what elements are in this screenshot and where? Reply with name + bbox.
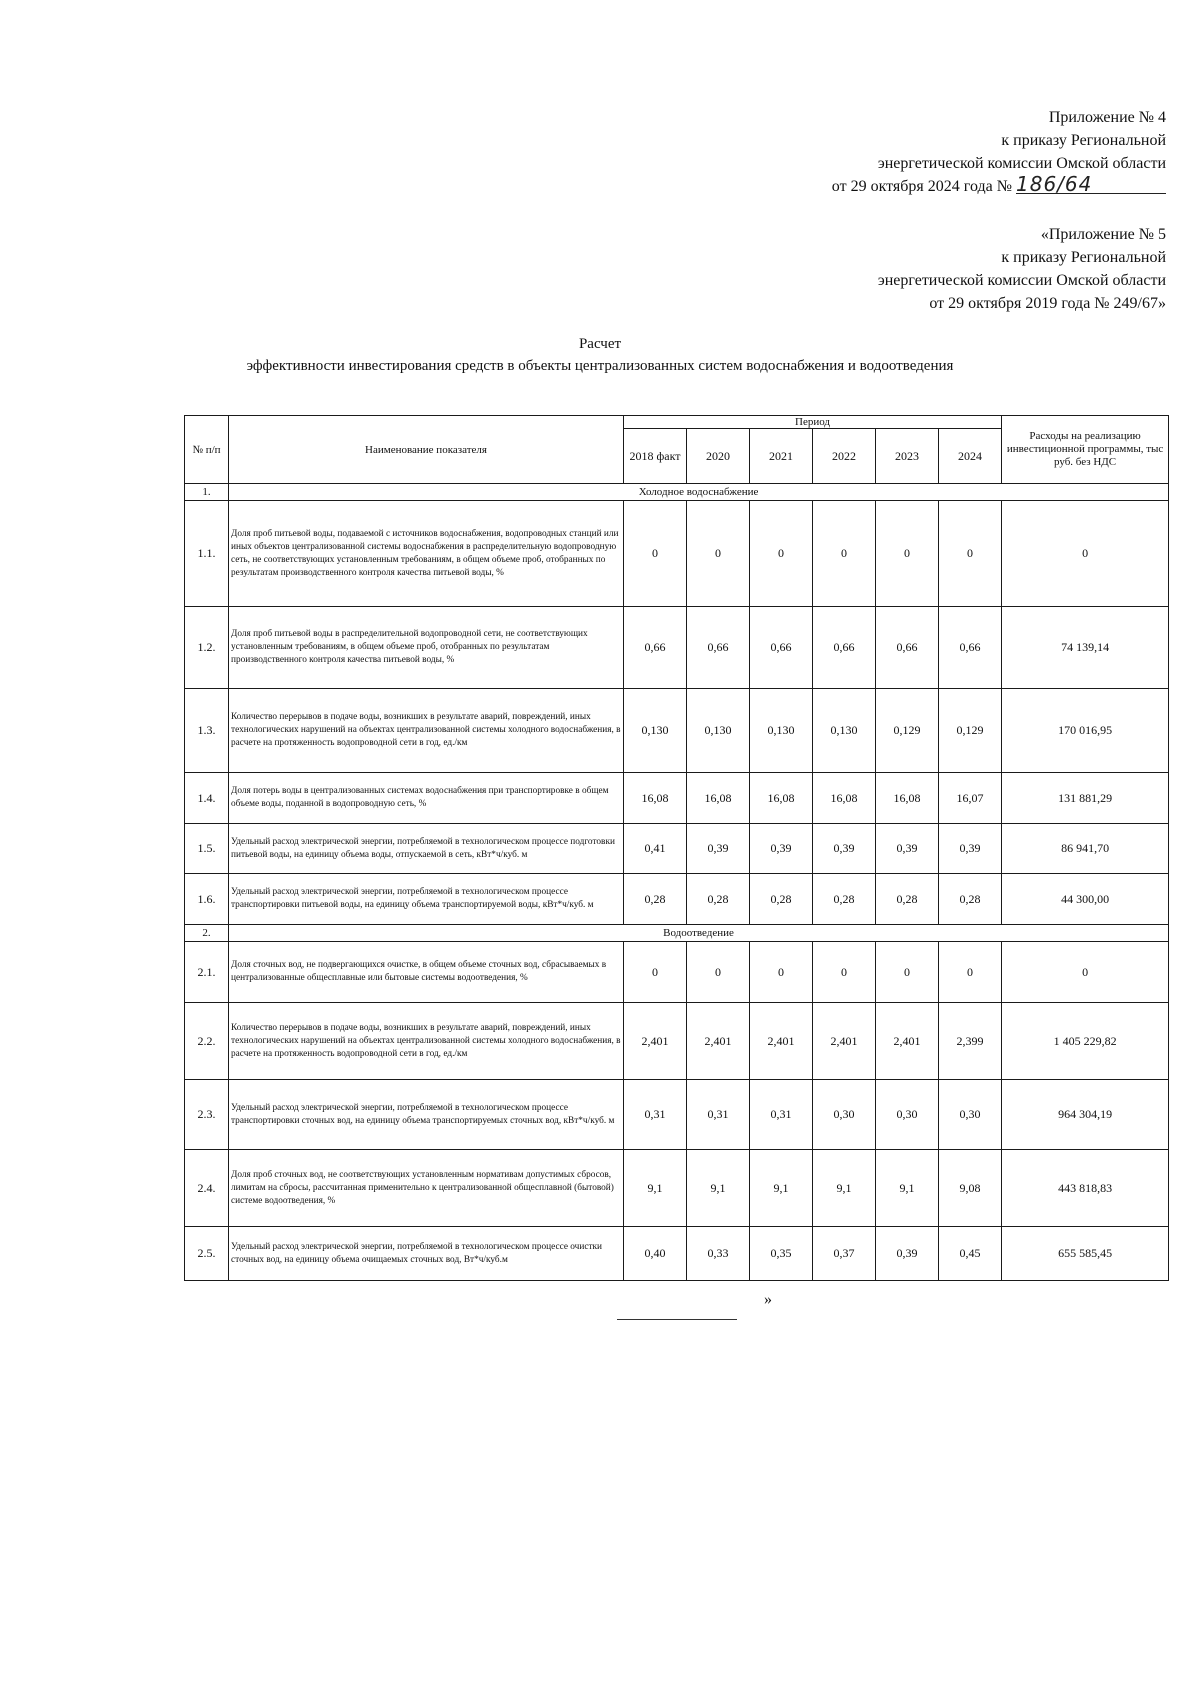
original-order-ref: к приказу Региональной <box>1001 249 1166 266</box>
year-value: 9,1 <box>687 1150 750 1227</box>
year-value: 0,28 <box>876 874 939 925</box>
year-value: 0,31 <box>750 1080 813 1150</box>
year-value: 0,45 <box>939 1227 1002 1281</box>
year-value: 0,66 <box>687 607 750 689</box>
year-value: 0,28 <box>813 874 876 925</box>
expenses-value: 86 941,70 <box>1002 824 1169 874</box>
original-appendix-title: «Приложение № 5 <box>1040 226 1166 243</box>
indicator-name: Удельный расход электрической энергии, потребляемой в технологическом процессе транспортировки сточных вод, на единицу объема транспортируемых сточных вод, кВт*ч/куб. м <box>229 1080 624 1150</box>
title-line-2: эффективности инвестирования средств в объекты централизованных систем водоснабжения и водоотведения <box>246 358 954 374</box>
indicator-name: Доля потерь воды в централизованных системах водоснабжения при транспортировке в общем объеме воды, поданной в водопроводную сеть, % <box>229 773 624 824</box>
year-value: 0,30 <box>939 1080 1002 1150</box>
header-year: 2022 <box>813 429 876 484</box>
year-value: 0,39 <box>687 824 750 874</box>
year-value: 0,66 <box>624 607 687 689</box>
row-num: 2.5. <box>185 1227 229 1281</box>
indicator-name: Удельный расход электрической энергии, потребляемой в технологическом процессе подготовки питьевой воды, на единицу объема воды, отпускаемой в сеть, кВт*ч/куб. м <box>229 824 624 874</box>
indicator-name: Удельный расход электрической энергии, потребляемой в технологическом процессе очистки сточных вод, на единицу объема очищаемых сточных вод, Вт*ч/куб.м <box>229 1227 624 1281</box>
row-num: 2.1. <box>185 942 229 1003</box>
section-title: Водоотведение <box>229 925 1169 942</box>
year-value: 0,28 <box>624 874 687 925</box>
year-value: 0,30 <box>813 1080 876 1150</box>
table-row <box>185 501 1169 607</box>
year-value: 0,28 <box>687 874 750 925</box>
year-value: 0 <box>939 942 1002 1003</box>
year-value: 2,401 <box>750 1003 813 1080</box>
year-value: 0,40 <box>624 1227 687 1281</box>
expenses-value: 655 585,45 <box>1002 1227 1169 1281</box>
year-value: 16,08 <box>687 773 750 824</box>
expenses-value: 170 016,95 <box>1002 689 1169 773</box>
indicator-name: Доля проб питьевой воды в распределительной водопроводной сети, не соответствующих установленным требованиям, в общем объеме проб, отобранных по результатам производственного контроля качества питьевой воды, % <box>229 607 624 689</box>
indicator-name: Количество перерывов в подаче воды, возникших в результате аварий, повреждений, иных технологических нарушений на объектах централизованной системы холодного водоснабжения, в расчете на протяженность водопроводной сети в год, ед./км <box>229 1003 624 1080</box>
year-value: 0 <box>813 501 876 607</box>
year-value: 0,41 <box>624 824 687 874</box>
original-commission: энергетической комиссии Омской области <box>877 272 1166 289</box>
year-value: 0,129 <box>939 689 1002 773</box>
year-value: 0,37 <box>813 1227 876 1281</box>
original-date: от 29 октября 2019 года № 249/67» <box>929 295 1166 312</box>
row-num: 2.4. <box>185 1150 229 1227</box>
year-value: 0,31 <box>624 1080 687 1150</box>
year-value: 0,66 <box>813 607 876 689</box>
header-num: № п/п <box>185 416 229 484</box>
table-row <box>185 874 1169 925</box>
header-year: 2020 <box>687 429 750 484</box>
year-value: 0,130 <box>624 689 687 773</box>
year-value: 0,39 <box>876 1227 939 1281</box>
header-expenses: Расходы на реализацию инвестиционной программы, тыс руб. без НДС <box>1002 416 1169 484</box>
year-value: 0,66 <box>750 607 813 689</box>
year-value: 0,39 <box>876 824 939 874</box>
table-row <box>185 689 1169 773</box>
expenses-value: 74 139,14 <box>1002 607 1169 689</box>
section-num: 2. <box>185 925 229 942</box>
indicator-name: Доля сточных вод, не подвергающихся очистке, в общем объеме сточных вод, сбрасываемых в централизованные общесплавные или бытовые системы водоотведения, % <box>229 942 624 1003</box>
year-value: 0,28 <box>750 874 813 925</box>
year-value: 9,1 <box>876 1150 939 1227</box>
year-value: 0 <box>939 501 1002 607</box>
section-row <box>185 925 1169 942</box>
closing-quote: » <box>764 1291 772 1308</box>
year-value: 0 <box>876 501 939 607</box>
header-year: 2018 факт <box>624 429 687 484</box>
year-value: 2,401 <box>876 1003 939 1080</box>
header-year: 2024 <box>939 429 1002 484</box>
table-row <box>185 1080 1169 1150</box>
section-num: 1. <box>185 484 229 501</box>
year-value: 16,08 <box>813 773 876 824</box>
efficiency-table <box>184 415 1169 1281</box>
table-row <box>185 607 1169 689</box>
year-value: 0,130 <box>813 689 876 773</box>
year-value: 0 <box>624 501 687 607</box>
header-year: 2023 <box>876 429 939 484</box>
table-row <box>185 1227 1169 1281</box>
year-value: 0,129 <box>876 689 939 773</box>
year-value: 16,08 <box>750 773 813 824</box>
row-num: 1.6. <box>185 874 229 925</box>
row-num: 2.2. <box>185 1003 229 1080</box>
year-value: 0,39 <box>813 824 876 874</box>
header-period: Период <box>624 416 1002 429</box>
year-value: 9,1 <box>750 1150 813 1227</box>
table-row <box>185 1150 1169 1227</box>
year-value: 0,31 <box>687 1080 750 1150</box>
row-num: 1.4. <box>185 773 229 824</box>
year-value: 9,08 <box>939 1150 1002 1227</box>
year-value: 16,07 <box>939 773 1002 824</box>
header-year: 2021 <box>750 429 813 484</box>
appendix-title: Приложение № 4 <box>1048 109 1166 126</box>
year-value: 2,401 <box>687 1003 750 1080</box>
expenses-value: 0 <box>1002 501 1169 607</box>
row-num: 1.2. <box>185 607 229 689</box>
year-value: 0,33 <box>687 1227 750 1281</box>
expenses-value: 131 881,29 <box>1002 773 1169 824</box>
table-row <box>185 773 1169 824</box>
title-line-1: Расчет <box>578 336 622 352</box>
year-value: 0 <box>813 942 876 1003</box>
year-value: 0 <box>687 942 750 1003</box>
expenses-value: 1 405 229,82 <box>1002 1003 1169 1080</box>
order-number-handwritten: 186/64 <box>1016 175 1166 194</box>
year-value: 0,39 <box>939 824 1002 874</box>
expenses-value: 964 304,19 <box>1002 1080 1169 1150</box>
indicator-name: Доля проб сточных вод, не соответствующих установленным нормативам допустимых сбросов, лимитам на сбросы, рассчитанная применительно к централизованной общесплавной (бытовой) системе водоотведения, % <box>229 1150 624 1227</box>
table-body <box>185 484 1169 1281</box>
table-row <box>185 942 1169 1003</box>
year-value: 0,30 <box>876 1080 939 1150</box>
indicator-name: Удельный расход электрической энергии, потребляемой в технологическом процессе транспортировки питьевой воды, на единицу объема транспортируемой воды, кВт*ч/куб. м <box>229 874 624 925</box>
section-title: Холодное водоснабжение <box>229 484 1169 501</box>
expenses-value: 44 300,00 <box>1002 874 1169 925</box>
row-num: 2.3. <box>185 1080 229 1150</box>
year-value: 0,39 <box>750 824 813 874</box>
indicator-name: Доля проб питьевой воды, подаваемой с источников водоснабжения, водопроводных станций или иных объектов централизованной системы водоснабжения в распределительную водопроводную сеть, не соответствующих установленным требованиям, в общем объеме проб, отобранных по результатам производственного контроля качества питьевой воды, % <box>229 501 624 607</box>
year-value: 0,28 <box>939 874 1002 925</box>
year-value: 0,130 <box>750 689 813 773</box>
row-num: 1.1. <box>185 501 229 607</box>
year-value: 0 <box>624 942 687 1003</box>
appendix-date-line <box>646 172 1166 198</box>
appendix-commission: энергетической комиссии Омской области <box>877 155 1166 172</box>
year-value: 9,1 <box>624 1150 687 1227</box>
table-row <box>185 824 1169 874</box>
original-appendix-header <box>646 223 1166 315</box>
table-row <box>185 1003 1169 1080</box>
end-divider <box>617 1319 737 1320</box>
section-row <box>185 484 1169 501</box>
appendix-header <box>646 106 1166 198</box>
indicator-name: Количество перерывов в подаче воды, возникших в результате аварий, повреждений, иных технологических нарушений на объектах централизованной системы холодного водоснабжения, в расчете на протяженность водопроводной сети в год, ед./км <box>229 689 624 773</box>
appendix-date: от 29 октября 2024 года № <box>831 178 1012 195</box>
document-title <box>0 333 1200 377</box>
year-value: 0 <box>876 942 939 1003</box>
year-value: 2,399 <box>939 1003 1002 1080</box>
expenses-value: 0 <box>1002 942 1169 1003</box>
appendix-order-ref: к приказу Региональной <box>1001 132 1166 149</box>
year-value: 0,66 <box>876 607 939 689</box>
year-value: 0,130 <box>687 689 750 773</box>
expenses-value: 443 818,83 <box>1002 1150 1169 1227</box>
year-value: 2,401 <box>813 1003 876 1080</box>
header-name: Наименование показателя <box>229 416 624 484</box>
year-value: 16,08 <box>624 773 687 824</box>
year-value: 0,35 <box>750 1227 813 1281</box>
year-value: 2,401 <box>624 1003 687 1080</box>
year-value: 16,08 <box>876 773 939 824</box>
row-num: 1.3. <box>185 689 229 773</box>
year-value: 0,66 <box>939 607 1002 689</box>
year-value: 0 <box>687 501 750 607</box>
year-value: 9,1 <box>813 1150 876 1227</box>
year-value: 0 <box>750 501 813 607</box>
year-value: 0 <box>750 942 813 1003</box>
row-num: 1.5. <box>185 824 229 874</box>
